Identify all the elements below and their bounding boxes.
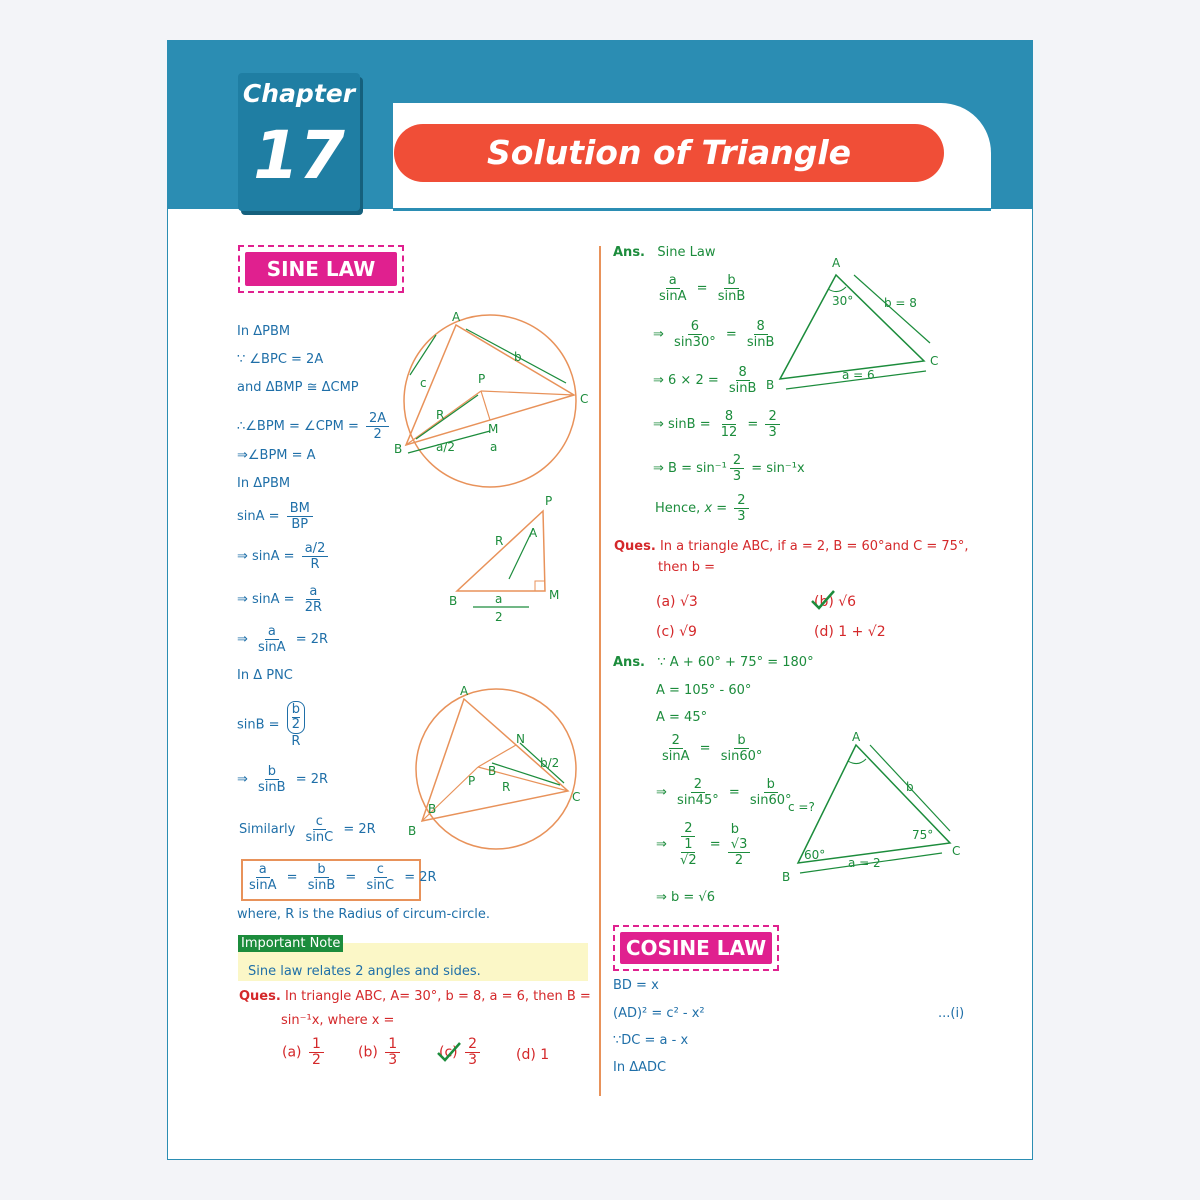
header-rule (393, 208, 991, 211)
sine-line-13: ⇒ $\frac{b}{\sin B}$ = 2R (237, 764, 329, 795)
fig5-label-75: 75° (912, 828, 934, 842)
q1-option-a: (a) $\frac{1}{2}$ (282, 1037, 327, 1068)
book-page (167, 40, 1033, 1160)
answer-2-step-4: $\frac{2}{\sin A}$ = $\frac{b}{\sin 60^\circ}$ (662, 733, 763, 764)
fig2-label-2: 2 (495, 610, 503, 624)
fig5-label-b: b (906, 780, 914, 794)
q2-option-d: (d) 1 + √2 (814, 624, 886, 640)
fig3-label-A: A (460, 684, 469, 698)
figure-right-triangle (449, 494, 583, 624)
q2-option-c: (c) √9 (656, 624, 697, 640)
check-mark-icon-2 (810, 589, 836, 611)
fig1-label-M: M (488, 422, 499, 436)
sine-line-6: In ΔPBM (237, 476, 291, 491)
chapter-number: 17 (253, 117, 345, 194)
fig2-label-a: a (495, 592, 503, 606)
answer-1-step-6: Hence, x = $\frac{2}{3}$ (655, 493, 752, 524)
fig2-label-P: P (545, 494, 553, 508)
sine-line-5: ⇒∠BPM = A (237, 448, 316, 463)
q2-option-b: (b) √6 (814, 594, 857, 610)
sine-line-9: ⇒ sinA = $\frac{a}{2R}$ (237, 584, 323, 615)
sine-line-14: Similarly $\frac{c}{\sin C}$ = 2R (239, 814, 376, 845)
fig5-label-60: 60° (804, 848, 826, 862)
cosine-line-4: In ΔADC (613, 1060, 667, 1075)
cosine-line-3: ∵DC = a - x (613, 1033, 689, 1048)
fig4-label-b: b = 8 (884, 296, 917, 310)
fig1-label-A: A (452, 310, 461, 324)
sine-law-formula: $\frac{a}{\sin A}$ = $\frac{b}{\sin B}$ = $\frac{c}{\sin C}$ = 2R (249, 862, 437, 893)
sine-line-12: sinB = b 2 R (237, 701, 308, 749)
sine-line-1: In ΔPBM (237, 324, 291, 339)
chapter-badge (238, 73, 360, 211)
q2-option-a: (a) √3 (656, 594, 698, 610)
fig3-label-b2: b/2 (540, 756, 560, 770)
fig5-label-a: a = 2 (848, 856, 881, 870)
cosine-line-1: BD = x (613, 978, 659, 993)
cosine-line-2: (AD)² = c² - x² (613, 1006, 705, 1021)
fig4-label-a: a = 6 (842, 368, 875, 382)
answer-1-header: Ans. Sine Law (613, 245, 716, 260)
radius-note: where, R is the Radius of circum-circle. (237, 907, 490, 922)
fig1-label-P: P (478, 372, 486, 386)
sine-line-4: ∴∠BPM = ∠CPM = $\frac{2A}{2}$ (237, 411, 392, 442)
fig4-label-A: A (832, 256, 841, 270)
fig5-label-C: C (952, 844, 961, 858)
fig3-label-R: R (502, 780, 511, 794)
fig5-label-c: c =? (788, 800, 815, 814)
fig2-label-B: B (449, 594, 458, 608)
q1-option-d: (d) 1 (516, 1047, 550, 1063)
answer-1-step-3: ⇒ 6 × 2 = $\frac{8}{\sin B}$ (653, 365, 757, 396)
fig2-label-M: M (549, 588, 560, 602)
cosine-line-2-ref: ...(i) (938, 1006, 965, 1021)
fig1-label-b: b (514, 350, 522, 364)
q1-option-b: (b) $\frac{1}{3}$ (358, 1037, 403, 1068)
sine-line-10: ⇒ $\frac{a}{\sin A}$ = 2R (237, 624, 329, 655)
fig1-label-R: R (436, 408, 445, 422)
question-2: Ques. In a triangle ABC, if a = 2, B = 60°and C = 75°, (614, 539, 969, 554)
answer-2-step-6: ⇒ $\frac{2}{\frac{1}{√2}}$ = b √3 2 (656, 821, 753, 868)
column-divider (599, 246, 601, 1096)
fig4-label-C: C (930, 354, 939, 368)
fig1-label-a: a (490, 440, 498, 454)
answer-1-step-2: ⇒ $\frac{6}{\sin 30^\circ}$ = $\frac{8}{\sin B}$ (653, 319, 775, 350)
fig5-label-A: A (852, 730, 861, 744)
fig4-label-angle: 30° (832, 294, 854, 308)
fig3-label-B: B (408, 824, 417, 838)
figure-circumcircle-2 (400, 684, 590, 838)
chapter-title: Solution of Triangle (394, 124, 944, 182)
sine-line-8: ⇒ sinA = $\frac{a/2}{R}$ (237, 541, 331, 572)
fig3-label-P: P (468, 774, 476, 788)
fig3-label-N: N (516, 732, 525, 746)
important-note-text: Sine law relates 2 angles and sides. (248, 964, 481, 979)
sine-line-2: ∵ ∠BPC = 2A (237, 352, 324, 367)
figure-triangle-30 (766, 256, 958, 399)
cosine-law-heading-box (613, 925, 779, 971)
sine-line-3: and ΔBMP ≅ ΔCMP (237, 380, 359, 395)
answer-2-step-1: Ans. ∵ A + 60° + 75° = 180° (613, 655, 814, 670)
cosine-law-heading: COSINE LAW (620, 932, 772, 964)
fig3-label-C: C (572, 790, 581, 804)
question-2-cont: then b = (658, 560, 715, 575)
sine-law-heading-box (238, 245, 404, 293)
answer-2-step-7: ⇒ b = √6 (656, 890, 715, 905)
answer-2-step-3: A = 45° (656, 710, 708, 725)
question-1: Ques. In triangle ABC, A= 30°, b = 8, a = 6, then B = (239, 989, 591, 1004)
sine-law-heading: SINE LAW (245, 252, 397, 286)
answer-1-step-4: ⇒ sinB = $\frac{8}{12}$ = $\frac{2}{3}$ (653, 409, 783, 440)
fig1-label-a2: a/2 (436, 440, 456, 454)
question-1-cont: sin⁻¹x, where x = (281, 1013, 395, 1028)
fig2-label-R: R (495, 534, 504, 548)
answer-1-step-1: $\frac{a}{\sin A}$ = $\frac{b}{\sin B}$ (659, 273, 746, 304)
fig5-label-B: B (782, 870, 791, 884)
figure-triangle-60-75 (774, 730, 974, 884)
fig1-label-C: C (580, 392, 589, 406)
q1-option-c: (c) $\frac{2}{3}$ (439, 1037, 483, 1068)
fig3-label-B-angle: B (428, 802, 437, 816)
chapter-word: Chapter (242, 79, 356, 108)
important-note-label: Important Note (238, 935, 343, 952)
answer-2-step-2: A = 105° - 60° (656, 683, 752, 698)
sine-line-11: In Δ PNC (237, 668, 293, 683)
fig1-label-B: B (394, 442, 403, 456)
fig3-label-B-inner: B (488, 764, 497, 778)
answer-1-step-5: ⇒ B = sin⁻¹ $\frac{2}{3}$ = sin⁻¹x (653, 453, 805, 484)
answer-2-step-5: ⇒ $\frac{2}{\sin 45^\circ}$ = $\frac{b}{\sin 60^\circ}$ (656, 777, 792, 808)
fig4-label-B: B (766, 378, 775, 392)
fig1-label-c: c (420, 376, 427, 390)
fig2-label-A: A (529, 526, 538, 540)
sine-line-7: sinA = $\frac{BM}{BP}$ (237, 501, 316, 532)
figure-circumcircle-1 (394, 310, 596, 473)
check-mark-icon (436, 1041, 462, 1063)
